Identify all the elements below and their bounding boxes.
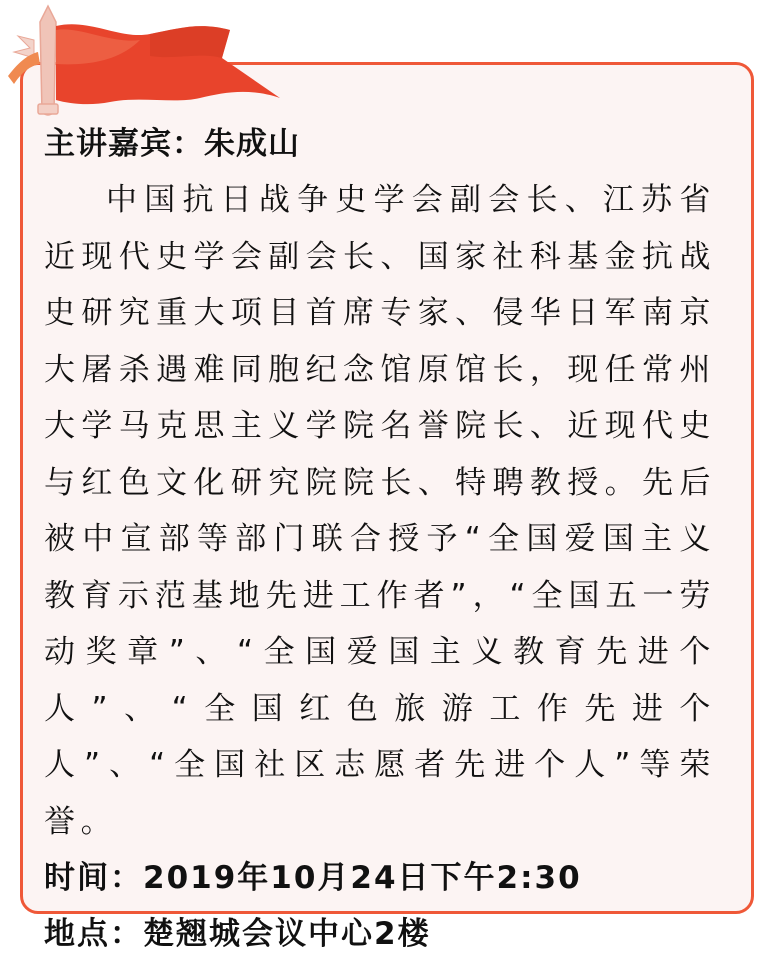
speaker-label: 主讲嘉宾：: [44, 126, 204, 162]
event-time: [44, 850, 716, 906]
speaker-heading: [44, 118, 716, 170]
location-value: 楚翘城会议中心2楼: [143, 916, 431, 952]
speaker-name: 朱成山: [204, 126, 300, 162]
speaker-biography: 中国抗日战争史学会副会长、江苏省近现代史学会副会长、国家社科基金抗战史研究重大项目首席专家、侵华日军南京大屠杀遇难同胞纪念馆原馆长，现任常州大学马克思主义学院名誉院长、近现代史与红色文化研究院院长、特聘教授。先后被中宣部等部门联合授予“全国爱国主义教育示范基地先进工作者”，“全国五一劳动奖章”、“全国爱国主义教育先进个人”、“全国红色旅游工作先进个人”、“全国社区志愿者先进个人”等荣誉。: [44, 182, 716, 840]
red-flag-with-pole-icon: [0, 0, 290, 120]
time-value: 2019年10月24日下午2:30: [143, 860, 582, 896]
time-label: 时间：: [44, 860, 143, 896]
event-location: [44, 906, 716, 962]
card-content: [44, 118, 716, 962]
location-label: 地点：: [44, 916, 143, 952]
